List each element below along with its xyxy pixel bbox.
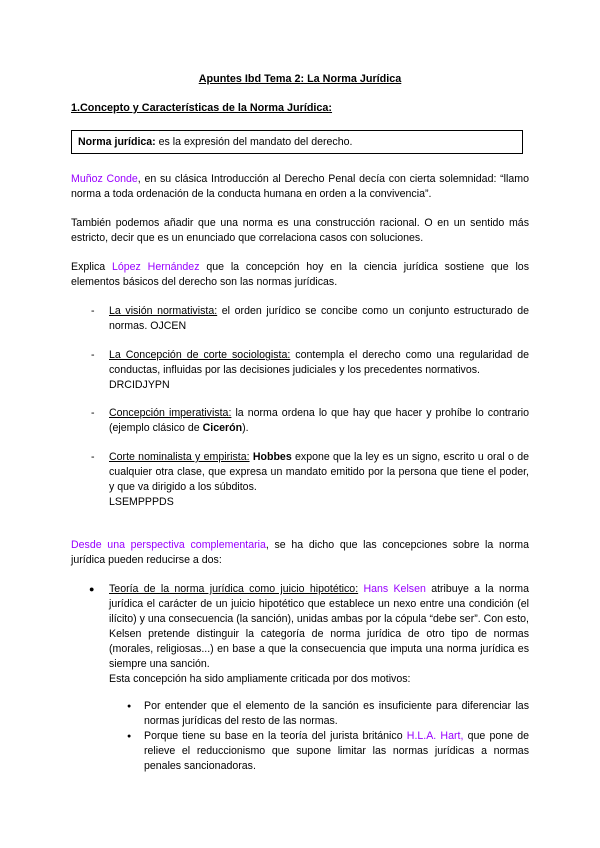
list-item-suffix: ).	[242, 422, 249, 434]
paragraph-construccion: También podemos añadir que una norma es una construcción racional. O en un sentido más estricto, decir que es un enunciado que correlaciona casos con soluciones.	[71, 217, 529, 244]
list-item-body	[109, 450, 529, 510]
list-item-text: Por entender que el elemento de la sanción es insuficiente para diferenciar las normas jurídicas del resto de las normas.	[144, 700, 529, 727]
paragraph-text: , se ha dicho que las concepciones sobre la norma jurídica pueden reducirse a dos:	[71, 539, 529, 566]
paragraph-text: , en su clásica Introducción al Derecho Penal decía con cierta solemnidad: “llamo norma a toda ordenación de la conducta humana en orden a la convivencia”.	[71, 173, 529, 200]
paragraph-prefix: Explica	[71, 261, 112, 273]
paragraph-text: que la concepción hoy en la ciencia jurídica sostiene que los elementos básicos del derecho son las normas jurídicas.	[71, 261, 529, 288]
paragraph-lopez-hernandez	[71, 260, 529, 290]
dash-marker: -	[91, 407, 95, 419]
author-name: Muñoz Conde	[71, 173, 138, 185]
mnemonic-code: LSEMPPPDS	[109, 496, 174, 508]
bold-name: Cicerón	[202, 422, 243, 434]
definition-text: es la expresión del mandato del derecho.	[155, 136, 353, 148]
author-name: Hans Kelsen	[363, 583, 426, 595]
list-item-label: Teoría de la norma jurídica como juicio hipotético:	[109, 583, 359, 595]
list-item-label: Concepción imperativista:	[109, 407, 232, 419]
definition-term: Norma jurídica:	[78, 136, 156, 148]
bullet-marker: ●	[89, 584, 95, 594]
bullet-marker: ●	[127, 703, 132, 710]
definition-box	[71, 130, 523, 154]
paragraph-munoz-conde	[71, 172, 529, 202]
list-item-text: contempla el derecho como una regularidad de conductas, influidas por las decisiones judiciales y los precedentes normativos.	[109, 349, 529, 376]
list-item-text: expone que la ley es un signo, escrito u oral o de cualquier otra clase, que expresa un mandato emitido por la persona que tiene el poder, y que va dirigido a los súbditos.	[109, 451, 529, 493]
bullet-marker: ●	[127, 733, 132, 740]
bold-name: Hobbes	[252, 451, 292, 463]
dash-marker: -	[91, 349, 95, 361]
dash-marker: -	[91, 305, 95, 317]
author-name: H.L.A. Hart,	[406, 730, 464, 742]
list-item-text: atribuye a la norma jurídica el carácter de un juicio hipotético que establece un nexo entre una condición (el ilícito) y una consecuencia (la sanción), unidas ambas por la cópula “debe ser”. Con esto, Kelsen pretende distinguir la categoría de norma jurídica de otro tipo de normas (morales, religiosas...) en base a que la consecuencia que imputa una norma jurídica es siempre una sanción.	[109, 583, 529, 670]
list-item-body	[109, 582, 529, 687]
list-item-label: La Concepción de corte sociologista:	[109, 349, 291, 361]
mnemonic-code: OJCEN	[147, 320, 187, 332]
list-item-label: La visión normativista:	[109, 305, 218, 317]
mnemonic-code: DRCIDJYPN	[109, 379, 170, 391]
accent-phrase: Desde una perspectiva complementaria	[71, 539, 266, 551]
author-name: López Hernández	[111, 261, 200, 273]
list-item-label: Corte nominalista y empirista:	[109, 451, 250, 463]
list-item-body	[109, 406, 529, 436]
paragraph-perspectiva	[71, 538, 529, 568]
list-item-body	[144, 729, 529, 774]
section-heading: 1.Concepto y Características de la Norma Jurídica:	[71, 102, 333, 114]
dash-marker: -	[91, 451, 95, 463]
list-item-text: que pone de relieve el reduccionismo que supone limitar las normas jurídicas a normas penales sancionadoras.	[144, 730, 529, 772]
document-title: Apuntes Ibd Tema 2: La Norma Jurídica	[198, 73, 402, 85]
list-item-body	[109, 348, 529, 393]
list-item-body	[109, 304, 529, 334]
list-item-text: el orden jurídico se concibe como un conjunto estructurado de normas.	[109, 305, 529, 332]
list-item-prefix: Porque tiene su base en la teoría del jurista británico	[144, 730, 407, 742]
list-item-text: la norma ordena lo que hay que hacer y prohíbe lo contrario (ejemplo clásico de	[109, 407, 530, 434]
list-item-extra: Esta concepción ha sido ampliamente criticada por dos motivos:	[109, 673, 411, 685]
